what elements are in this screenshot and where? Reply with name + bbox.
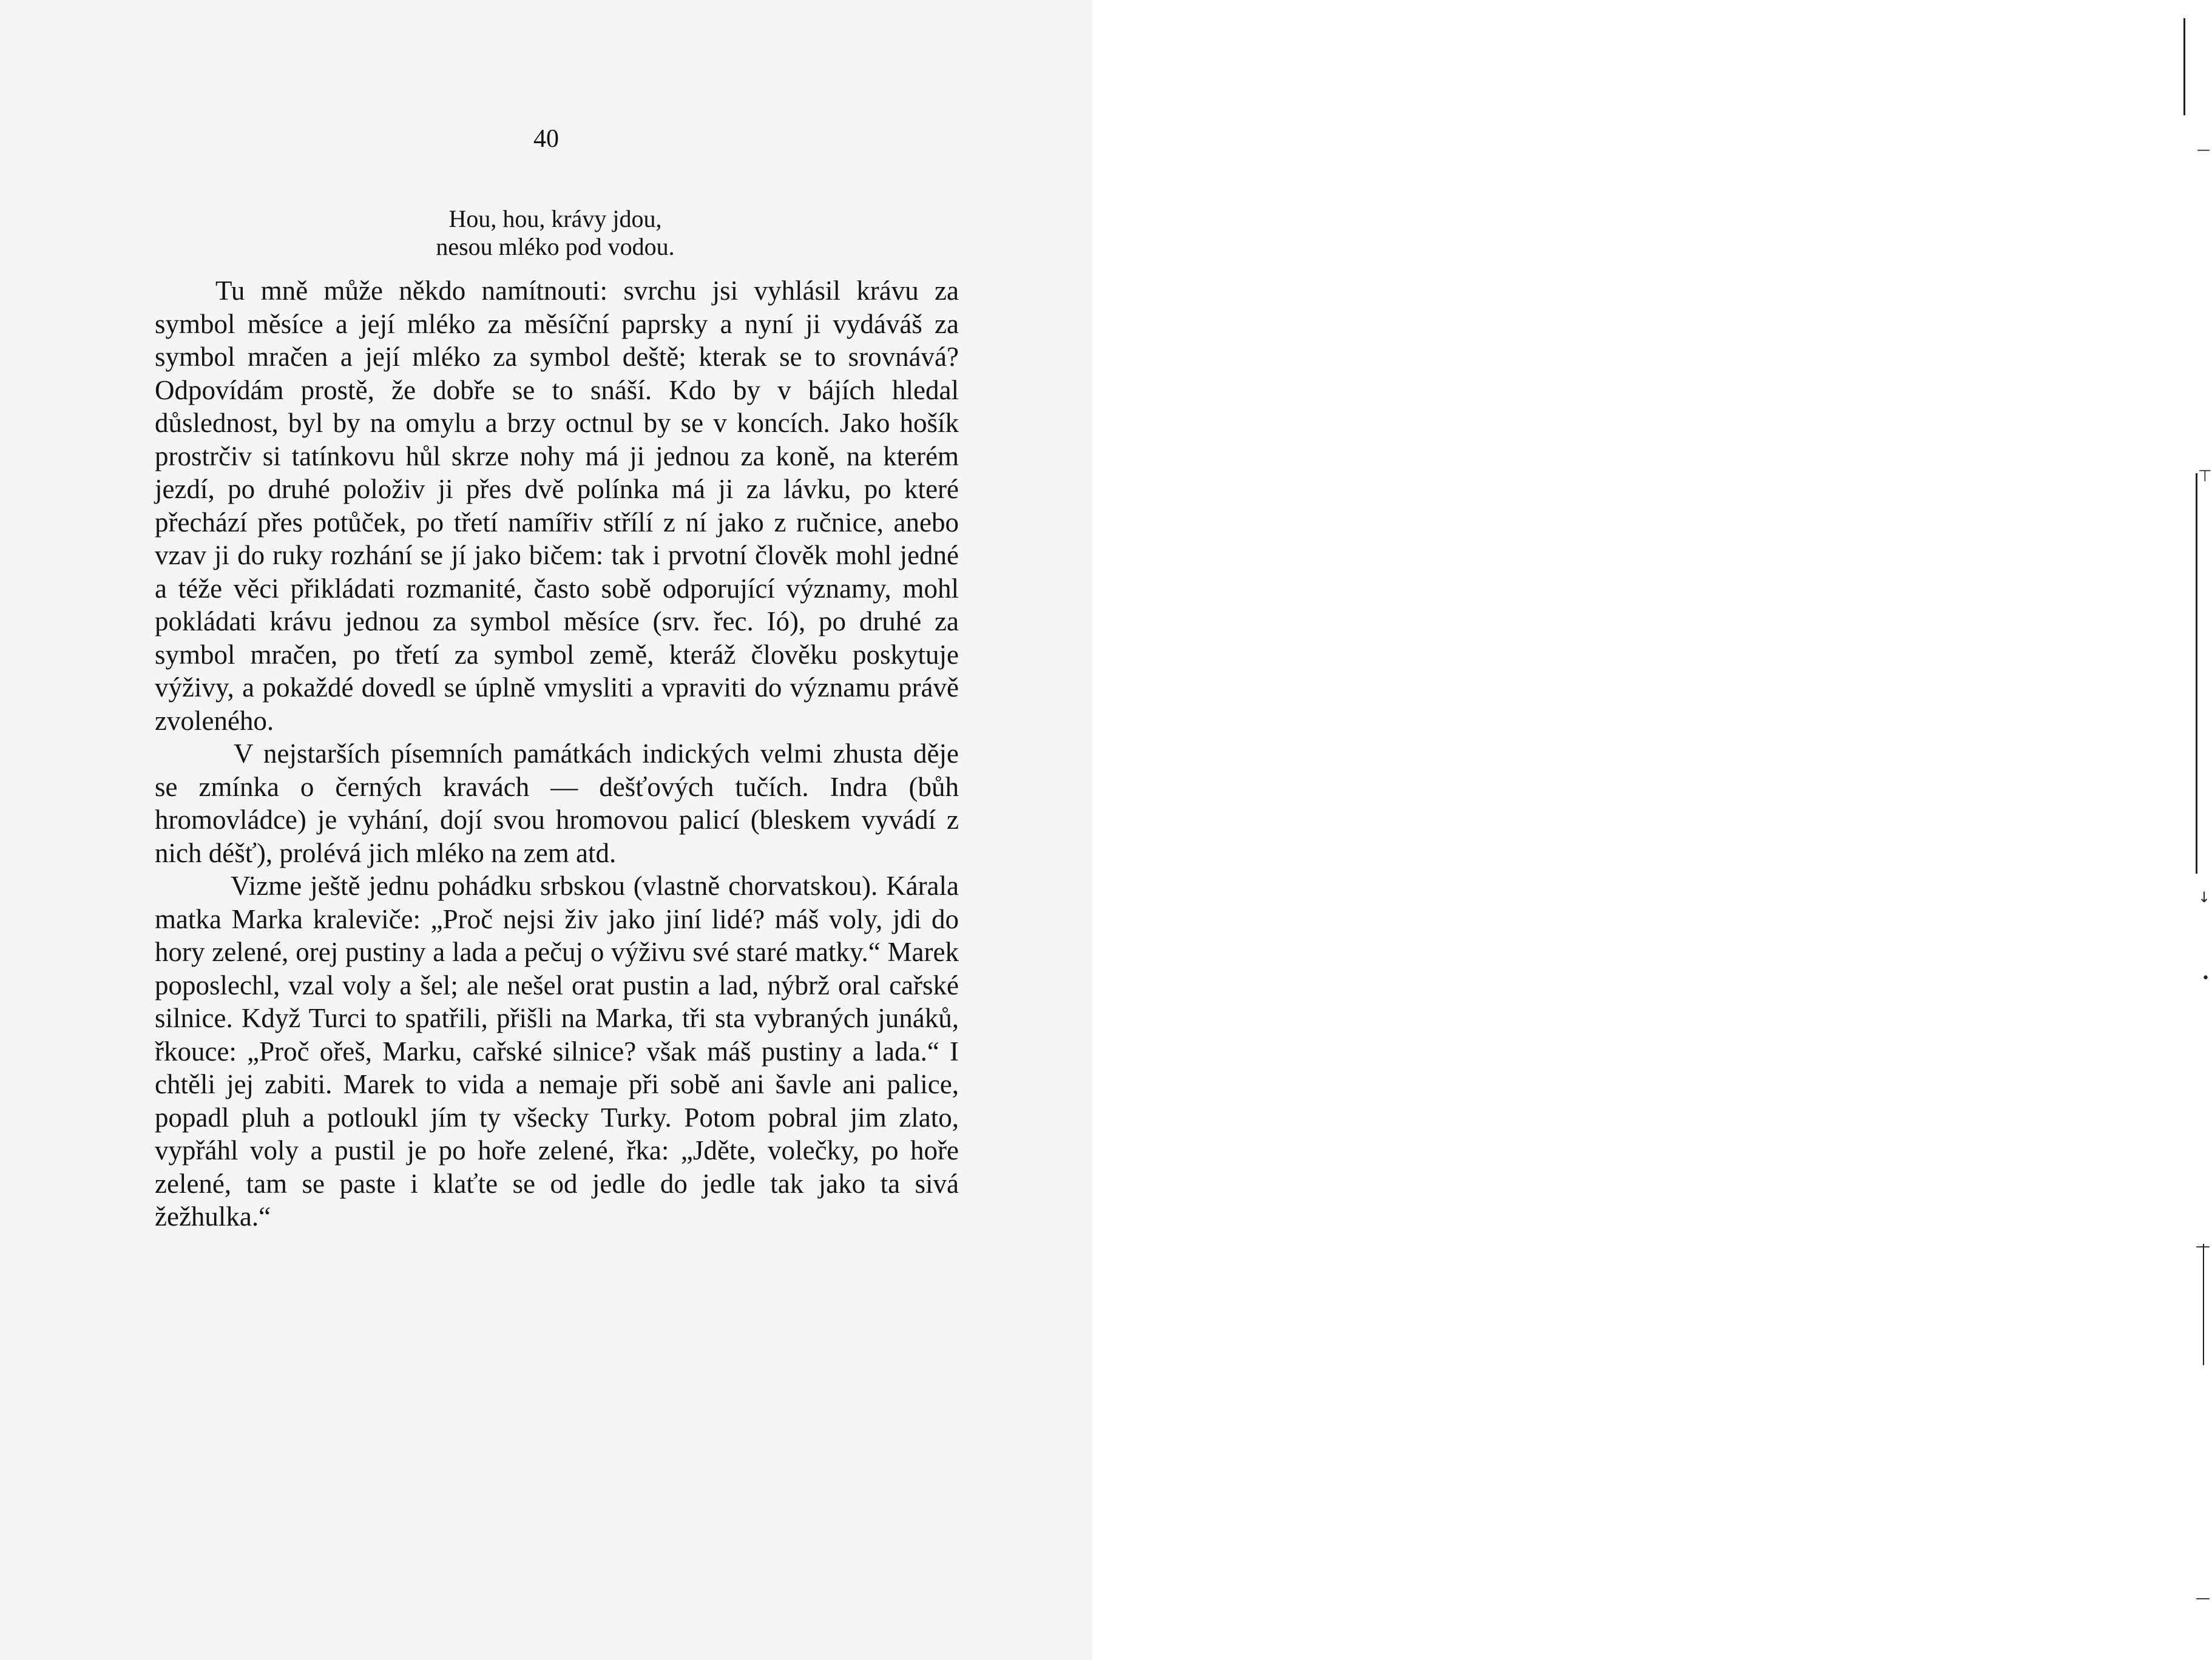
verse-line: Hou, hou, krávy jdou, — [448, 205, 662, 232]
margin-mark-icon: — — [2196, 1238, 2210, 1255]
margin-mark-icon: — — [2196, 1590, 2210, 1607]
paragraph: V nejstarších písemních památkách indických velmi zhusta děje se zmínka o černých kravách — dešťových tučích. Indra (bůh hromovládce) je vyhání, dojí svou hromovou palicí (bleskem vyvádí z nich déšť), prolévá jich mléko na zem atd. — [155, 738, 959, 868]
margin-mark-icon: — — [2197, 143, 2210, 158]
verse-line: nesou mléko pod vodou. — [436, 233, 675, 260]
page-number: 40 — [533, 125, 559, 153]
paragraph: Tu mně může někdo namítnouti: svrchu jsi vyhlásil krávu za symbol měsíce a její mléko za měsíční paprsky a nyní ji vydáváš za symbol mračen a její mléko za symbol deště; kterak se to srovnává? Odpovídám prostě, že dobře se to snáší. Kdo by v bájích hledal důslednost, byl by na omylu a brzy octnul by se v koncích. Jako hošík prostrčiv si tatínkovu hůl skrze nohy má ji jednou za koně, na kterém jezdí, po druhé položiv ji přes dvě polínka má ji za lávku, po které přechází přes potůček, po třetí namířiv střílí z ní jako z ručnice, anebo vzav ji do ruky rozhání se jí jako bičem: tak i prvotní člověk mohl jedné a téže věci přikládati rozmanité, často sobě odporující významy, mohl pokládati krávu jednou za symbol měsíce (srv. řec. Ió), po druhé za symbol mračen, po třetí za symbol země, kteráž člověku poskytuje výživy, a pokaždé dovedl se úplně vmysliti a vpraviti do významu právě zvoleného. — [155, 275, 959, 736]
folk-verse — [0, 205, 1092, 261]
margin-mark-icon: ⊤ — [2198, 467, 2212, 485]
book-page — [0, 0, 1092, 1660]
margin-mark-icon: • — [2202, 971, 2210, 986]
scan-margin — [1092, 0, 2212, 1660]
paragraph: Vizme ještě jednu pohádku srbskou (vlastně chorvatskou). Kárala matka Marka kraleviče: „Proč nejsi živ jako jiní lidé? máš voly, jdi do hory zelené, orej pustiny a lada a pečuj o výživu své staré matky.“ Marek poposlechl, vzal voly a šel; ale nešel orat pustin a lad, nýbrž oral cařské silnice. Když Turci to spatřili, přišli na Marka, tři sta vybraných junáků, řkouce: „Proč ořeš, Marku, cařské silnice? však máš pustiny a lada.“ I chtěli jej zabiti. Marek to vida a nemaje při sobě ani šavle ani palice, popadl pluh a potloukl jím ty všecky Turky. Potom pobral jim zlato, vypřáhl voly a pustil je po hoře zelené, řka: „Jděte, volečky, po hoře zelené, tam se paste i klaťte se od jedle do jedle tak jako ta sivá žežhulka.“ — [155, 871, 959, 1232]
body-text — [155, 274, 959, 1233]
page-edge-line — [2203, 1244, 2204, 1365]
margin-mark-icon: ↓ — [2198, 889, 2211, 906]
page-edge-line — [2183, 18, 2185, 115]
page-edge-line — [2196, 473, 2197, 874]
